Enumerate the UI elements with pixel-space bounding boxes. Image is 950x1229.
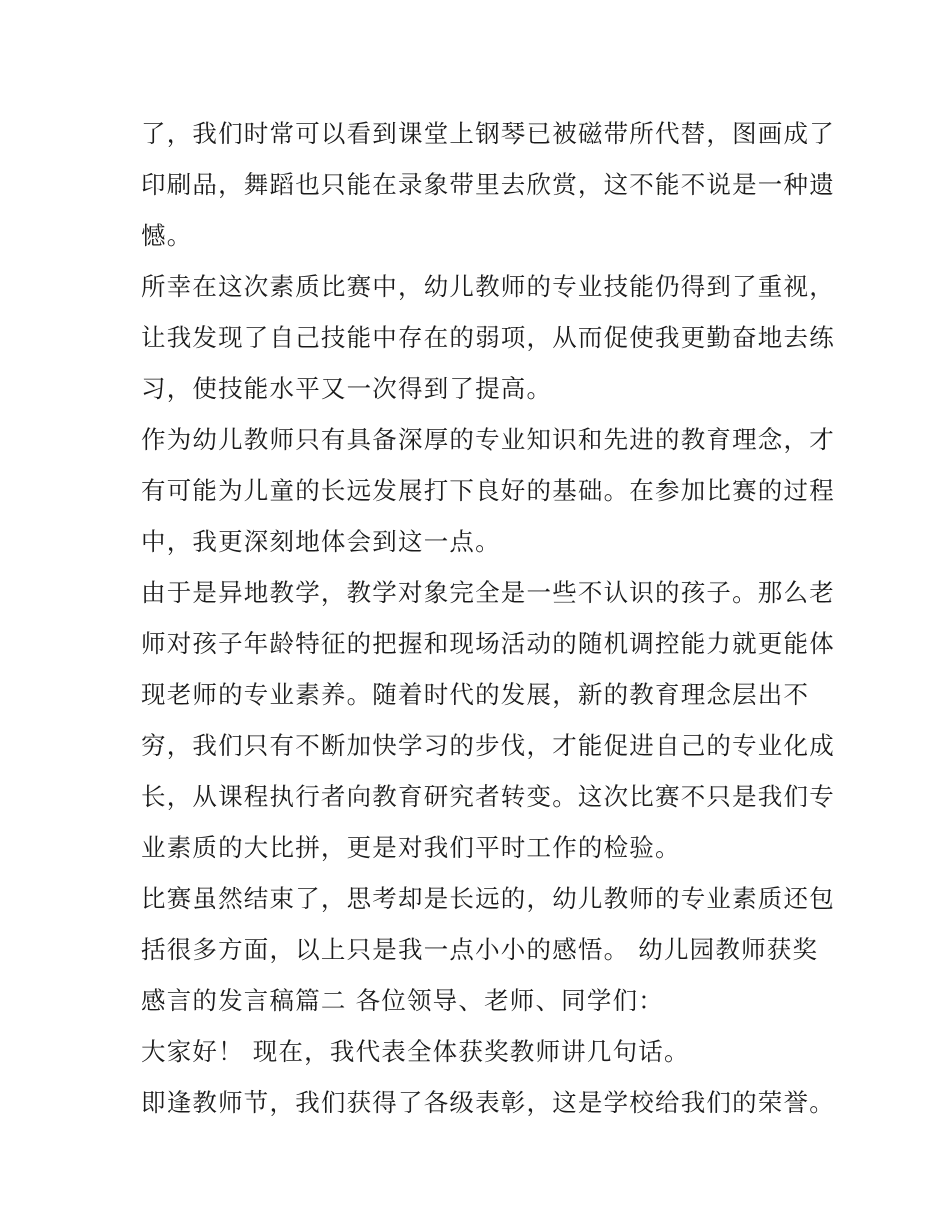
text-line: 感言的发言稿篇二 各位领导、老师、同学们： — [141, 986, 664, 1015]
text-line: 让我发现了自己技能中存在的弱项，从而促使我更勤奋地去练 — [141, 323, 835, 352]
text-line: 憾。 — [141, 221, 193, 250]
text-line: 有可能为儿童的长远发展打下良好的基础。在参加比赛的过程 — [141, 476, 835, 505]
text-line: 大家好！ 现在，我代表全体获奖教师讲几句话。 — [141, 1037, 690, 1066]
text-line: 师对孩子年龄特征的把握和现场活动的随机调控能力就更能体 — [141, 629, 835, 658]
text-line: 比赛虽然结束了，思考却是长远的，幼儿教师的专业素质还包 — [141, 884, 835, 913]
text-line: 印刷品，舞蹈也只能在录象带里去欣赏，这不能不说是一种遗 — [141, 170, 835, 199]
text-line: 作为幼儿教师只有具备深厚的专业知识和先进的教育理念，才 — [141, 425, 835, 454]
text-line: 习，使技能水平又一次得到了提高。 — [141, 374, 553, 403]
text-line: 所幸在这次素质比赛中，幼儿教师的专业技能仍得到了重视， — [141, 272, 835, 301]
text-line: 中，我更深刻地体会到这一点。 — [141, 527, 501, 556]
text-line: 即逢教师节，我们获得了各级表彰，这是学校给我们的荣誉。 — [141, 1088, 835, 1117]
text-line: 由于是异地教学，教学对象完全是一些不认识的孩子。那么老 — [141, 578, 835, 607]
text-line: 业素质的大比拼，更是对我们平时工作的检验。 — [141, 833, 681, 862]
text-line: 长，从课程执行者向教育研究者转变。这次比赛不只是我们专 — [141, 782, 835, 811]
text-line: 括很多方面，以上只是我一点小小的感悟。 幼儿园教师获奖 — [141, 935, 819, 964]
text-line: 了，我们时常可以看到课堂上钢琴已被磁带所代替，图画成了 — [141, 119, 835, 148]
document-body — [141, 108, 835, 1128]
text-line: 穷，我们只有不断加快学习的步伐，才能促进自己的专业化成 — [141, 731, 835, 760]
text-line: 现老师的专业素养。随着时代的发展，新的教育理念层出不 — [141, 680, 810, 709]
